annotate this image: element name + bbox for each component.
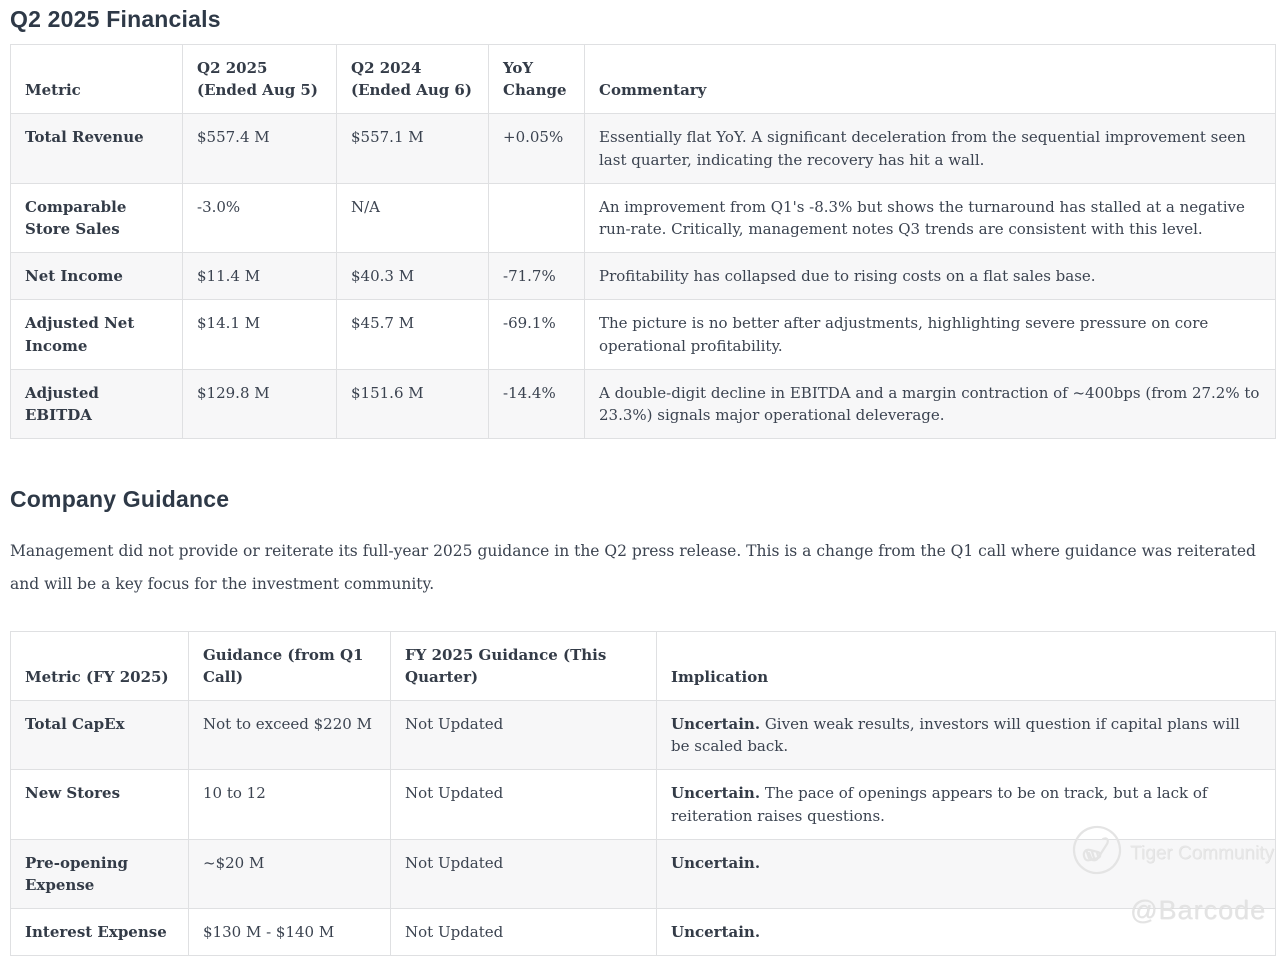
table-row: [11, 701, 1276, 770]
table-row: [11, 300, 1276, 369]
commentary-cell: A double-digit decline in EBITDA and a margin contraction of ~400bps (from 27.2% to 23.3%) signals major operational deleverage.: [585, 369, 1276, 438]
commentary-cell: An improvement from Q1's -8.3% but shows the turnaround has stalled at a negative run-rate. Critically, management notes Q3 trends are consistent with this level.: [585, 183, 1276, 252]
col-header-metric-fy2025: Metric (FY 2025): [11, 631, 189, 700]
table-row: [11, 183, 1276, 252]
q1-guidance-cell: ~$20 M: [189, 839, 391, 908]
implication-cell: [657, 909, 1276, 956]
watermark-community-label: Tiger Community: [1130, 842, 1274, 864]
financials-section-title: Q2 2025 Financials: [10, 6, 221, 32]
guidance-intro-paragraph: Management did not provide or reiterate its full-year 2025 guidance in the Q2 press release. This is a change from the Q1 call where guidance was reiterated and will be a key focus for the investment community.: [10, 542, 1256, 594]
metric-cell: Adjusted Net Income: [11, 300, 183, 369]
commentary-cell: The picture is no better after adjustments, highlighting severe pressure on core operational profitability.: [585, 300, 1276, 369]
table-row: [11, 839, 1276, 908]
implication-rest: Given weak results, investors will question if capital plans will be scaled back.: [671, 715, 1240, 756]
metric-cell: Total CapEx: [11, 701, 189, 770]
yoy-cell: -71.7%: [489, 253, 585, 300]
col-header-yoy-change: YoY Change: [489, 45, 585, 114]
q2-2024-cell: N/A: [337, 183, 489, 252]
metric-cell: Pre-opening Expense: [11, 839, 189, 908]
q2-2024-cell: $40.3 M: [337, 253, 489, 300]
q2-2024-cell: $557.1 M: [337, 114, 489, 183]
guidance-section-title: Company Guidance: [10, 486, 230, 513]
implication-cell: [657, 839, 1276, 908]
metric-cell: Interest Expense: [11, 909, 189, 956]
q1-guidance-cell: Not to exceed $220 M: [189, 701, 391, 770]
q2-2025-cell: $11.4 M: [183, 253, 337, 300]
current-guidance-cell: Not Updated: [391, 909, 657, 956]
q2-2025-cell: $557.4 M: [183, 114, 337, 183]
col-header-commentary: Commentary: [585, 45, 1276, 114]
col-header-q1-guidance: Guidance (from Q1 Call): [189, 631, 391, 700]
current-guidance-cell: Not Updated: [391, 701, 657, 770]
metric-cell: Adjusted EBITDA: [11, 369, 183, 438]
yoy-cell: -14.4%: [489, 369, 585, 438]
implication-lead: Uncertain.: [671, 715, 761, 734]
financials-table: [10, 44, 1276, 439]
implication-lead: Uncertain.: [671, 853, 761, 872]
implication-lead: Uncertain.: [671, 923, 761, 942]
col-header-q2-2025: Q2 2025 (Ended Aug 5): [183, 45, 337, 114]
metric-cell: Total Revenue: [11, 114, 183, 183]
col-header-q2-2024: Q2 2024 (Ended Aug 6): [337, 45, 489, 114]
q2-2025-cell: -3.0%: [183, 183, 337, 252]
table-row: [11, 770, 1276, 839]
table-row: [11, 369, 1276, 438]
yoy-cell: +0.05%: [489, 114, 585, 183]
table-row: [11, 114, 1276, 183]
yoy-cell: -69.1%: [489, 300, 585, 369]
yoy-cell: [489, 183, 585, 252]
guidance-table: [10, 631, 1276, 956]
col-header-fy2025-guidance: FY 2025 Guidance (This Quarter): [391, 631, 657, 700]
implication-lead: Uncertain.: [671, 784, 761, 803]
metric-cell: New Stores: [11, 770, 189, 839]
metric-cell: Net Income: [11, 253, 183, 300]
col-header-implication: Implication: [657, 631, 1276, 700]
q2-2025-cell: $129.8 M: [183, 369, 337, 438]
commentary-cell: Essentially flat YoY. A significant deceleration from the sequential improvement seen last quarter, indicating the recovery has hit a wall.: [585, 114, 1276, 183]
metric-cell: Comparable Store Sales: [11, 183, 183, 252]
implication-cell: [657, 701, 1276, 770]
financials-header-row: [11, 45, 1276, 114]
current-guidance-cell: Not Updated: [391, 839, 657, 908]
table-row: [11, 253, 1276, 300]
commentary-cell: Profitability has collapsed due to rising costs on a flat sales base.: [585, 253, 1276, 300]
col-header-metric: Metric: [11, 45, 183, 114]
q1-guidance-cell: 10 to 12: [189, 770, 391, 839]
q2-2025-cell: $14.1 M: [183, 300, 337, 369]
implication-cell: [657, 770, 1276, 839]
current-guidance-cell: Not Updated: [391, 770, 657, 839]
q2-2024-cell: $45.7 M: [337, 300, 489, 369]
q1-guidance-cell: $130 M - $140 M: [189, 909, 391, 956]
implication-rest: The pace of openings appears to be on track, but a lack of reiteration raises questions.: [671, 784, 1208, 825]
guidance-header-row: [11, 631, 1276, 700]
q2-2024-cell: $151.6 M: [337, 369, 489, 438]
table-row: [11, 909, 1276, 956]
watermark-handle-label: @Barcode: [1130, 895, 1266, 925]
